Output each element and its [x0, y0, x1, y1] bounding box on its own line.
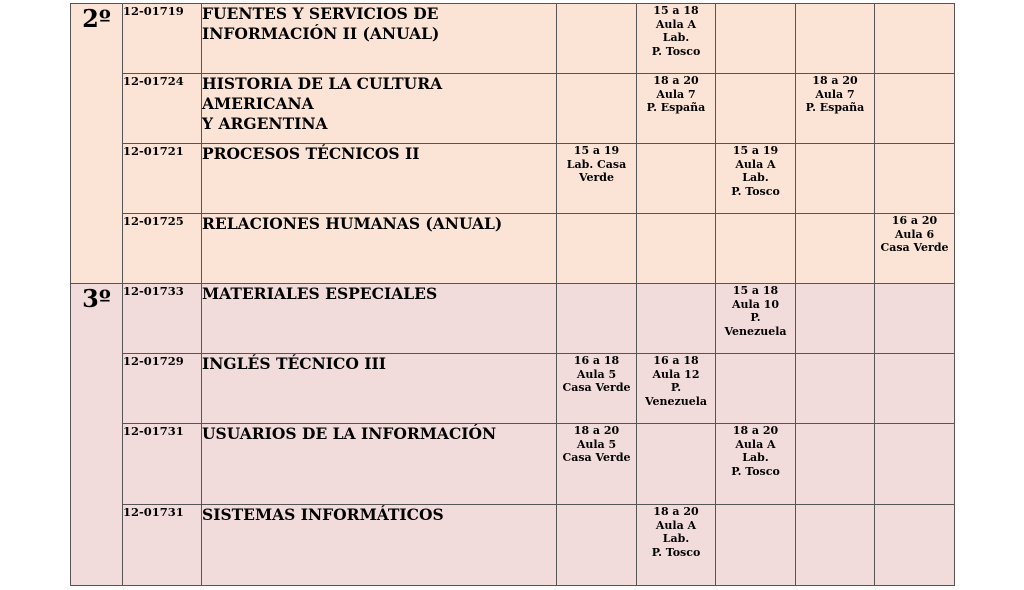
slot-text: 18 a 20 Aula 5 Casa Verde — [562, 424, 631, 464]
course-name — [202, 354, 557, 424]
slot-cell — [796, 144, 875, 214]
schedule-table — [70, 3, 955, 586]
course-name-text: HISTORIA DE LA CULTURA AMERICANA Y ARGENTINA — [202, 74, 443, 133]
slot-cell — [796, 284, 875, 354]
course-code: 12-01725 — [123, 214, 202, 284]
slot-cell — [716, 4, 796, 74]
slot-cell — [875, 4, 955, 74]
course-code: 12-01731 — [123, 505, 202, 586]
course-code: 12-01731 — [123, 424, 202, 505]
slot-cell — [716, 74, 796, 144]
slot-cell — [557, 144, 637, 214]
slot-text: 16 a 18 Aula 12 P. Venezuela — [644, 354, 708, 408]
slot-cell — [796, 354, 875, 424]
slot-cell — [637, 284, 716, 354]
table-row — [71, 144, 955, 214]
slot-cell — [637, 354, 716, 424]
course-name-text: PROCESOS TÉCNICOS II — [202, 144, 420, 163]
course-code: 12-01721 — [123, 144, 202, 214]
slot-cell — [875, 354, 955, 424]
slot-cell — [557, 4, 637, 74]
slot-cell — [637, 214, 716, 284]
course-code: 12-01733 — [123, 284, 202, 354]
slot-cell — [557, 354, 637, 424]
slot-cell — [796, 424, 875, 505]
slot-cell — [875, 74, 955, 144]
slot-cell — [716, 144, 796, 214]
slot-cell — [875, 214, 955, 284]
slot-text: 18 a 20 Aula 7 P. España — [646, 74, 706, 114]
course-name — [202, 4, 557, 74]
year-label: 2º — [71, 4, 123, 284]
course-name-text: MATERIALES ESPECIALES — [202, 284, 438, 303]
slot-text: 18 a 20 Aula A Lab. P. Tosco — [651, 505, 701, 559]
course-name — [202, 505, 557, 586]
table-row — [71, 354, 955, 424]
course-name — [202, 144, 557, 214]
schedule-body — [71, 4, 955, 586]
slot-text: 15 a 18 Aula A Lab. P. Tosco — [651, 4, 701, 58]
year-label: 3º — [71, 284, 123, 586]
table-row — [71, 4, 955, 74]
slot-text: 15 a 18 Aula 10 P. Venezuela — [724, 284, 787, 338]
slot-cell — [875, 284, 955, 354]
slot-cell — [796, 74, 875, 144]
slot-cell — [716, 354, 796, 424]
slot-text: 18 a 20 Aula A Lab. P. Tosco — [731, 424, 780, 478]
table-row — [71, 214, 955, 284]
table-row — [71, 74, 955, 144]
slot-cell — [637, 424, 716, 505]
course-code: 12-01724 — [123, 74, 202, 144]
course-name-text: USUARIOS DE LA INFORMACIÓN — [202, 424, 497, 443]
slot-cell — [716, 424, 796, 505]
slot-cell — [557, 214, 637, 284]
slot-cell — [637, 505, 716, 586]
slot-text: 18 a 20 Aula 7 P. España — [805, 74, 865, 114]
slot-cell — [716, 284, 796, 354]
course-code: 12-01729 — [123, 354, 202, 424]
slot-cell — [557, 424, 637, 505]
slot-cell — [637, 144, 716, 214]
slot-cell — [716, 505, 796, 586]
slot-cell — [875, 505, 955, 586]
table-row — [71, 505, 955, 586]
course-name — [202, 214, 557, 284]
course-name-text: SISTEMAS INFORMÁTICOS — [202, 505, 444, 524]
slot-text: 16 a 18 Aula 5 Casa Verde — [562, 354, 631, 394]
slot-cell — [637, 74, 716, 144]
slot-cell — [875, 424, 955, 505]
course-name — [202, 74, 557, 144]
slot-text: 15 a 19 Lab. Casa Verde — [566, 144, 627, 184]
course-name-text: RELACIONES HUMANAS (ANUAL) — [202, 214, 503, 233]
table-row — [71, 424, 955, 505]
slot-cell — [557, 74, 637, 144]
slot-cell — [796, 505, 875, 586]
course-name — [202, 424, 557, 505]
slot-text: 15 a 19 Aula A Lab. P. Tosco — [731, 144, 780, 198]
slot-cell — [796, 4, 875, 74]
slot-cell — [796, 214, 875, 284]
slot-cell — [637, 4, 716, 74]
course-name — [202, 284, 557, 354]
slot-text: 16 a 20 Aula 6 Casa Verde — [880, 214, 949, 254]
course-code: 12-01719 — [123, 4, 202, 74]
table-row — [71, 284, 955, 354]
slot-cell — [557, 284, 637, 354]
course-name-text: FUENTES Y SERVICIOS DE INFORMACIÓN II (ANUAL) — [202, 4, 440, 43]
course-name-text: INGLÉS TÉCNICO III — [202, 354, 387, 373]
slot-cell — [557, 505, 637, 586]
slot-cell — [716, 214, 796, 284]
slot-cell — [875, 144, 955, 214]
